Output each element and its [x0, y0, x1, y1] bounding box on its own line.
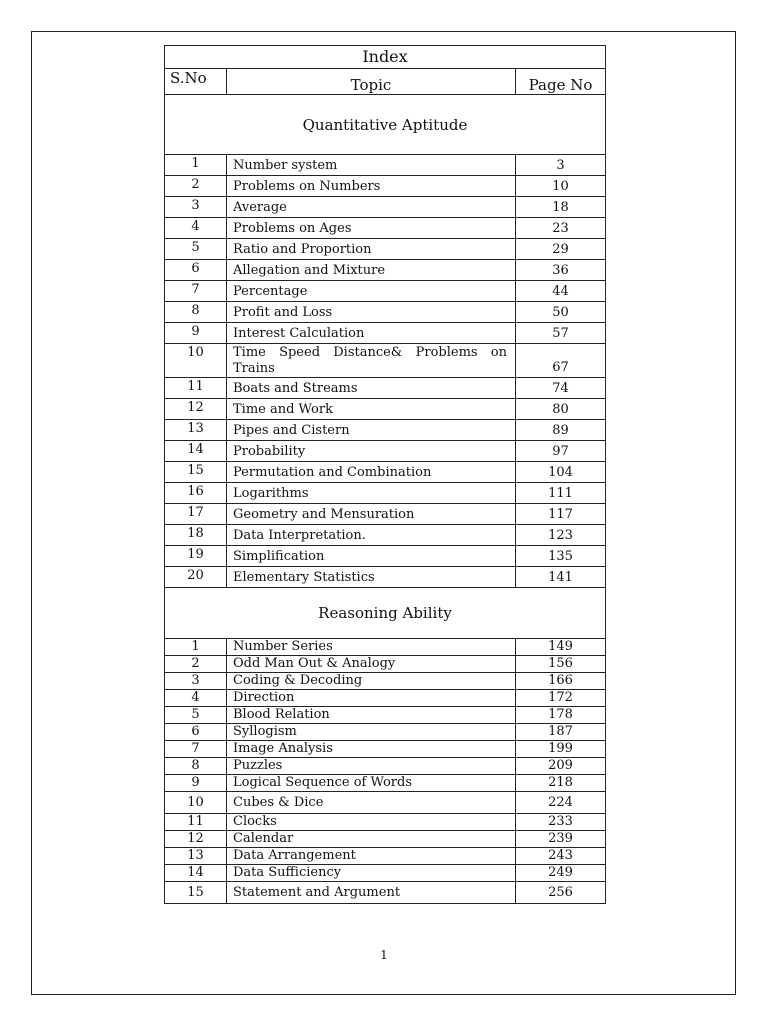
- row-sno: 10: [165, 344, 227, 378]
- table-row: [165, 323, 606, 344]
- row-page-no: 166: [516, 673, 606, 690]
- header-sno: S.No: [165, 69, 227, 95]
- table-row: [165, 239, 606, 260]
- table-row: [165, 865, 606, 882]
- table-row: [165, 792, 606, 814]
- row-page-no: 141: [516, 567, 606, 588]
- row-sno: 12: [165, 831, 227, 848]
- row-page-no: 23: [516, 218, 606, 239]
- table-row: [165, 758, 606, 775]
- row-page-no: 178: [516, 707, 606, 724]
- row-sno: 5: [165, 707, 227, 724]
- table-row: [165, 848, 606, 865]
- section-header-row: [165, 95, 606, 155]
- row-sno: 8: [165, 302, 227, 323]
- row-topic: Syllogism: [227, 724, 516, 741]
- row-sno: 7: [165, 741, 227, 758]
- row-page-no: 50: [516, 302, 606, 323]
- row-sno: 9: [165, 323, 227, 344]
- table-row: [165, 525, 606, 546]
- table-row: [165, 504, 606, 525]
- row-sno: 2: [165, 656, 227, 673]
- table-row: [165, 344, 606, 378]
- row-topic: Direction: [227, 690, 516, 707]
- row-topic: Data Arrangement: [227, 848, 516, 865]
- row-topic: Statement and Argument: [227, 882, 516, 904]
- row-topic: Clocks: [227, 814, 516, 831]
- row-sno: 4: [165, 218, 227, 239]
- row-page-no: 36: [516, 260, 606, 281]
- page-number: 1: [380, 948, 388, 962]
- row-page-no: 67: [516, 344, 606, 378]
- row-sno: 12: [165, 399, 227, 420]
- row-page-no: 123: [516, 525, 606, 546]
- row-page-no: 172: [516, 690, 606, 707]
- row-sno: 6: [165, 260, 227, 281]
- row-page-no: 104: [516, 462, 606, 483]
- row-topic: Boats and Streams: [227, 378, 516, 399]
- table-row: [165, 673, 606, 690]
- row-sno: 11: [165, 378, 227, 399]
- table-row: [165, 724, 606, 741]
- row-topic: Geometry and Mensuration: [227, 504, 516, 525]
- row-topic: Calendar: [227, 831, 516, 848]
- row-topic: Interest Calculation: [227, 323, 516, 344]
- row-topic: Probability: [227, 441, 516, 462]
- row-sno: 13: [165, 420, 227, 441]
- row-topic: Logarithms: [227, 483, 516, 504]
- header-row: [165, 69, 606, 95]
- row-sno: 13: [165, 848, 227, 865]
- row-topic: Image Analysis: [227, 741, 516, 758]
- row-sno: 14: [165, 441, 227, 462]
- table-row: [165, 639, 606, 656]
- index-table: [164, 45, 606, 904]
- row-sno: 1: [165, 639, 227, 656]
- row-page-no: 199: [516, 741, 606, 758]
- row-topic: Problems on Ages: [227, 218, 516, 239]
- row-topic: Time and Work: [227, 399, 516, 420]
- table-row: [165, 176, 606, 197]
- table-row: [165, 399, 606, 420]
- row-sno: 7: [165, 281, 227, 302]
- row-topic: Profit and Loss: [227, 302, 516, 323]
- row-page-no: 239: [516, 831, 606, 848]
- table-row: [165, 690, 606, 707]
- row-sno: 15: [165, 462, 227, 483]
- row-topic: Problems on Numbers: [227, 176, 516, 197]
- row-sno: 5: [165, 239, 227, 260]
- row-topic: Time Speed Distance& Problems on Trains: [227, 344, 516, 378]
- row-sno: 19: [165, 546, 227, 567]
- table-row: [165, 882, 606, 904]
- row-page-no: 224: [516, 792, 606, 814]
- row-page-no: 74: [516, 378, 606, 399]
- row-page-no: 243: [516, 848, 606, 865]
- row-page-no: 80: [516, 399, 606, 420]
- row-sno: 14: [165, 865, 227, 882]
- row-page-no: 89: [516, 420, 606, 441]
- table-row: [165, 462, 606, 483]
- row-sno: 10: [165, 792, 227, 814]
- row-topic: Logical Sequence of Words: [227, 775, 516, 792]
- table-row: [165, 260, 606, 281]
- row-topic: Permutation and Combination: [227, 462, 516, 483]
- table-row: [165, 378, 606, 399]
- row-topic: Number Series: [227, 639, 516, 656]
- index-title-row: [165, 46, 606, 69]
- row-page-no: 44: [516, 281, 606, 302]
- row-page-no: 187: [516, 724, 606, 741]
- section-header-row: [165, 588, 606, 639]
- table-row: [165, 441, 606, 462]
- row-sno: 18: [165, 525, 227, 546]
- row-sno: 16: [165, 483, 227, 504]
- row-topic: Allegation and Mixture: [227, 260, 516, 281]
- row-sno: 4: [165, 690, 227, 707]
- row-page-no: 10: [516, 176, 606, 197]
- row-topic: Average: [227, 197, 516, 218]
- table-row: [165, 218, 606, 239]
- header-page-no: Page No: [516, 69, 606, 95]
- row-topic: Data Sufficiency: [227, 865, 516, 882]
- table-row: [165, 831, 606, 848]
- table-row: [165, 656, 606, 673]
- row-sno: 1: [165, 155, 227, 176]
- row-page-no: 233: [516, 814, 606, 831]
- row-page-no: 256: [516, 882, 606, 904]
- row-page-no: 218: [516, 775, 606, 792]
- row-sno: 20: [165, 567, 227, 588]
- row-sno: 3: [165, 197, 227, 218]
- row-topic: Simplification: [227, 546, 516, 567]
- row-page-no: 117: [516, 504, 606, 525]
- row-sno: 6: [165, 724, 227, 741]
- section-title: Quantitative Aptitude: [165, 95, 606, 155]
- table-row: [165, 483, 606, 504]
- row-sno: 15: [165, 882, 227, 904]
- row-page-no: 249: [516, 865, 606, 882]
- header-topic: Topic: [227, 69, 516, 95]
- row-sno: 11: [165, 814, 227, 831]
- table-row: [165, 775, 606, 792]
- row-topic: Coding & Decoding: [227, 673, 516, 690]
- row-sno: 9: [165, 775, 227, 792]
- table-row: [165, 420, 606, 441]
- row-topic: Number system: [227, 155, 516, 176]
- section-title: Reasoning Ability: [165, 588, 606, 639]
- row-topic: Odd Man Out & Analogy: [227, 656, 516, 673]
- row-page-no: 209: [516, 758, 606, 775]
- row-topic: Ratio and Proportion: [227, 239, 516, 260]
- index-table-body: [165, 46, 606, 904]
- row-topic: Elementary Statistics: [227, 567, 516, 588]
- row-sno: 3: [165, 673, 227, 690]
- row-topic: Data Interpretation.: [227, 525, 516, 546]
- table-row: [165, 707, 606, 724]
- row-page-no: 97: [516, 441, 606, 462]
- table-row: [165, 546, 606, 567]
- row-page-no: 29: [516, 239, 606, 260]
- row-page-no: 57: [516, 323, 606, 344]
- row-page-no: 135: [516, 546, 606, 567]
- row-page-no: 156: [516, 656, 606, 673]
- table-row: [165, 567, 606, 588]
- row-topic: Blood Relation: [227, 707, 516, 724]
- row-topic: Pipes and Cistern: [227, 420, 516, 441]
- table-row: [165, 814, 606, 831]
- table-row: [165, 741, 606, 758]
- row-sno: 17: [165, 504, 227, 525]
- row-topic: Percentage: [227, 281, 516, 302]
- table-row: [165, 155, 606, 176]
- table-row: [165, 281, 606, 302]
- row-page-no: 18: [516, 197, 606, 218]
- row-topic: Cubes & Dice: [227, 792, 516, 814]
- row-sno: 2: [165, 176, 227, 197]
- table-row: [165, 197, 606, 218]
- row-sno: 8: [165, 758, 227, 775]
- row-page-no: 3: [516, 155, 606, 176]
- row-topic: Puzzles: [227, 758, 516, 775]
- row-page-no: 149: [516, 639, 606, 656]
- table-row: [165, 302, 606, 323]
- row-page-no: 111: [516, 483, 606, 504]
- index-title: Index: [165, 46, 606, 69]
